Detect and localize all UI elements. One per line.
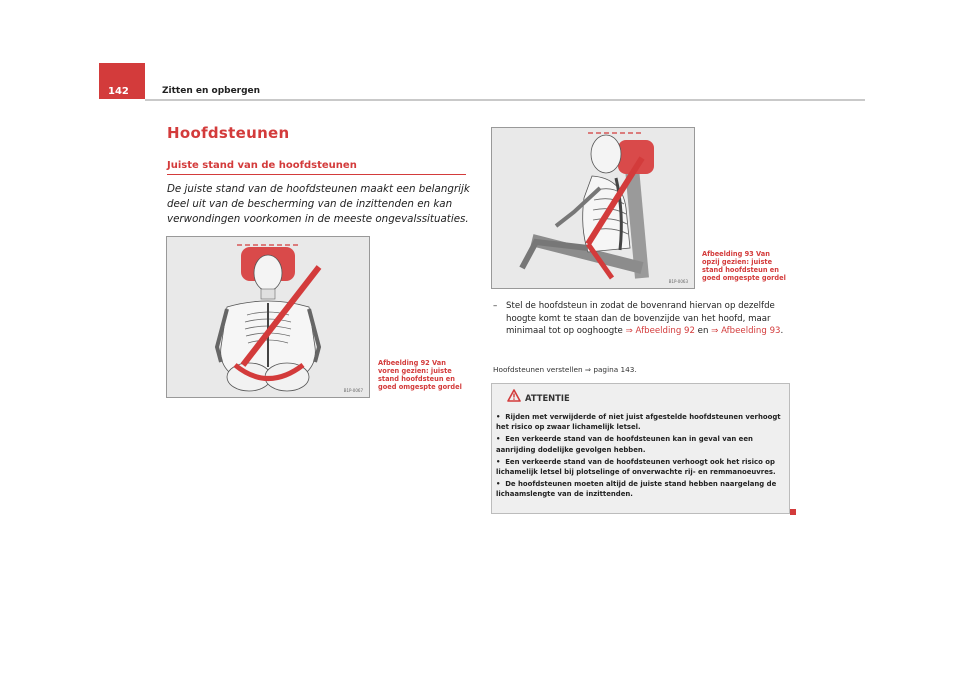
subsection-title: Juiste stand van de hoofdsteunen	[167, 160, 357, 171]
page-number: 142	[99, 63, 145, 99]
warning-header	[492, 384, 789, 406]
figure-92-caption: Afbeelding 92 Van voren gezien: juiste stand hoofdsteun en goed omgespte gordel	[378, 359, 462, 391]
warning-item: • Een verkeerde stand van de hoofdsteunen verhoogt ook het risico op lichamelijk letsel bij plotselinge of onverwachte rij- en remmanoeuvres.	[496, 457, 776, 477]
warning-item-text: Een verkeerde stand van de hoofdsteunen verhoogt ook het risico op lichamelijk letsel bij plotselinge of onverwachte rij- en remmanoeuvres.	[496, 457, 776, 477]
warning-item: • Een verkeerde stand van de hoofdsteunen kan in geval van een aanrijding dodelijke gevolgen hebben.	[496, 435, 753, 454]
link-figure-92[interactable]: ⇒ Afbeelding 92	[625, 326, 695, 336]
section-end-marker	[790, 509, 796, 515]
section-title: Hoofdsteunen	[167, 124, 290, 142]
warning-item: • De hoofdsteunen moeten altijd de juiste stand hebben naargelang de lichaamslengte van de inzittenden.	[496, 480, 777, 499]
warning-title: ATTENTIE	[525, 393, 570, 403]
figure-92-front-view	[166, 236, 370, 398]
chapter-title: Zitten en opbergen	[162, 86, 261, 96]
warning-item-text: Een verkeerde stand van de hoofdsteunen kan in geval van een aanrijding dodelijke gevolgen hebben.	[496, 435, 753, 454]
warning-triangle-icon	[507, 389, 521, 402]
figure-93-side-view	[491, 127, 695, 289]
cross-reference[interactable]: Hoofdsteunen verstellen ⇒ pagina 143.	[493, 365, 637, 374]
side-view-illustration	[492, 128, 694, 288]
figure-93-caption: Afbeelding 93 Van opzij gezien: juiste stand hoofdsteun en goed omgespte gordel	[702, 250, 786, 282]
warning-box	[491, 383, 790, 514]
intro-paragraph: De juiste stand van de hoofdsteunen maakt een belangrijk deel uit van de bescherming van de inzittenden en kan verwondingen voorkomen in de meeste ongevalssituaties.	[167, 183, 470, 225]
figure-code: B1P-0067	[343, 388, 363, 393]
instruction-text	[506, 300, 793, 338]
link-figure-93[interactable]: ⇒ Afbeelding 93	[711, 326, 781, 336]
instruction-connector: en	[694, 326, 712, 336]
subsection-divider	[167, 174, 466, 175]
warning-list	[496, 412, 786, 502]
warning-item-text: Rijden met verwijderde of niet juist afgestelde hoofdsteunen verhoogt het risico op zwaar lichamelijk letsel.	[496, 413, 781, 432]
instruction-end: .	[780, 326, 784, 336]
front-view-illustration	[167, 237, 369, 397]
figure-code: B1P-0063	[668, 279, 688, 284]
warning-item: • Rijden met verwijderde of niet juist afgestelde hoofdsteunen verhoogt het risico op zwaar lichamelijk letsel.	[496, 413, 781, 432]
instruction-dash: –	[493, 301, 498, 311]
instruction-text-main: Stel de hoofdsteun in zodat de bovenrand hiervan op dezelfde hoogte komt te staan dan de bovenzijde van het hoofd, maar minimaal tot op ooghoogte	[506, 301, 775, 336]
instruction-step	[493, 300, 793, 338]
header-divider	[145, 99, 865, 101]
warning-item-text: De hoofdsteunen moeten altijd de juiste stand hebben naargelang de lichaamslengte van de inzittenden.	[496, 480, 777, 499]
